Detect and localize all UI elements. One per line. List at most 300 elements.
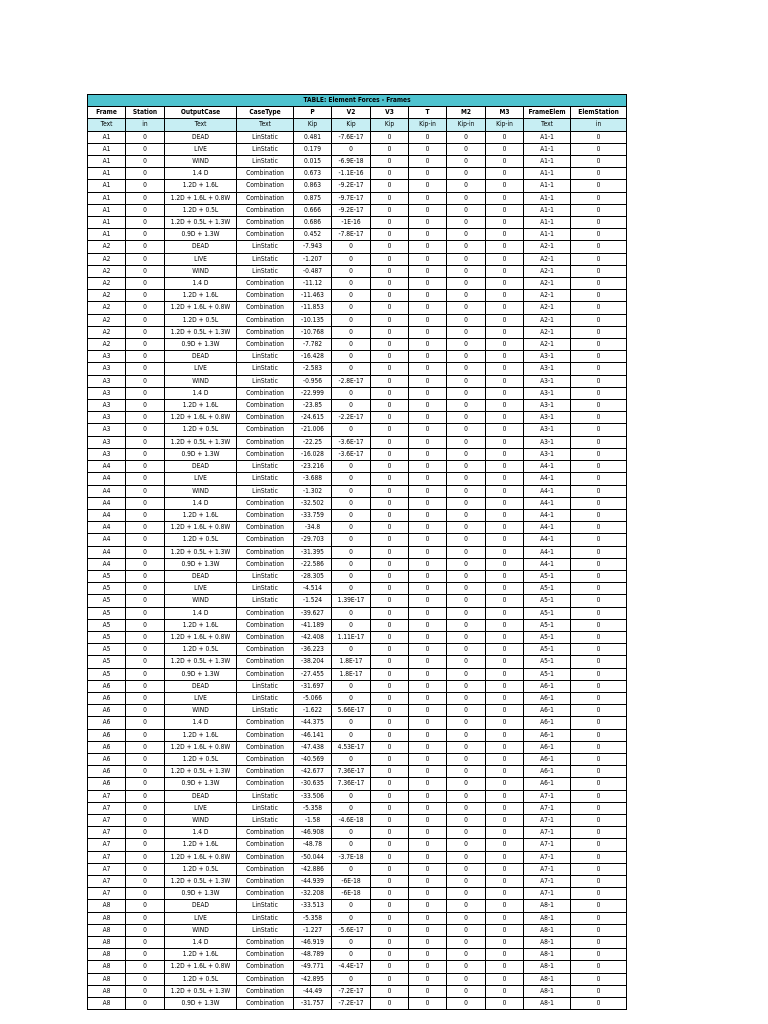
table-cell[interactable]: 0	[447, 302, 486, 314]
table-cell[interactable]: A2	[88, 302, 126, 314]
table-cell[interactable]: 0	[126, 192, 165, 204]
table-cell[interactable]: 0	[571, 156, 627, 168]
table-cell[interactable]: 0	[371, 522, 409, 534]
table-cell[interactable]: 0	[447, 253, 486, 265]
table-cell[interactable]: 0	[486, 985, 524, 997]
table-cell[interactable]: 0	[571, 546, 627, 558]
table-cell[interactable]: Combination	[237, 656, 294, 668]
table-cell[interactable]: A7	[88, 827, 126, 839]
table-cell[interactable]: 0	[409, 326, 447, 338]
table-cell[interactable]: 0	[409, 546, 447, 558]
table-cell[interactable]: -4.514	[294, 583, 332, 595]
table-cell[interactable]: 0	[571, 949, 627, 961]
table-cell[interactable]: 0	[447, 156, 486, 168]
table-cell[interactable]: -1.302	[294, 485, 332, 497]
table-cell[interactable]: -42.886	[294, 863, 332, 875]
table-cell[interactable]: Combination	[237, 204, 294, 216]
table-cell[interactable]: 0	[409, 888, 447, 900]
table-cell[interactable]: 0	[126, 766, 165, 778]
table-cell[interactable]: 0	[571, 400, 627, 412]
table-cell[interactable]: 0	[371, 583, 409, 595]
table-cell[interactable]: 0	[447, 143, 486, 155]
table-cell[interactable]: 0	[486, 595, 524, 607]
table-cell[interactable]: A3-1	[524, 387, 571, 399]
table-cell[interactable]: A2-1	[524, 339, 571, 351]
table-cell[interactable]: A4-1	[524, 558, 571, 570]
table-cell[interactable]: -1.227	[294, 924, 332, 936]
table-cell[interactable]: 0	[409, 790, 447, 802]
table-cell[interactable]: 0	[126, 607, 165, 619]
table-cell[interactable]: A6	[88, 766, 126, 778]
table-cell[interactable]: 0	[371, 156, 409, 168]
table-cell[interactable]: 0	[126, 485, 165, 497]
table-cell[interactable]: 0	[486, 888, 524, 900]
table-cell[interactable]: 0	[571, 985, 627, 997]
table-cell[interactable]: -46.141	[294, 729, 332, 741]
table-cell[interactable]: LinStatic	[237, 156, 294, 168]
table-cell[interactable]: 0	[332, 424, 371, 436]
table-cell[interactable]: 0	[409, 143, 447, 155]
table-cell[interactable]: 0	[571, 753, 627, 765]
table-cell[interactable]: 0	[486, 851, 524, 863]
table-cell[interactable]: 0	[571, 570, 627, 582]
table-cell[interactable]: -41.189	[294, 619, 332, 631]
table-cell[interactable]: 0	[409, 387, 447, 399]
table-cell[interactable]: A2	[88, 314, 126, 326]
column-header[interactable]: Station	[126, 107, 165, 119]
table-cell[interactable]: 0	[447, 180, 486, 192]
table-cell[interactable]: 0	[486, 827, 524, 839]
table-cell[interactable]: A1	[88, 168, 126, 180]
table-cell[interactable]: DEAD	[165, 241, 237, 253]
table-cell[interactable]: 0	[486, 302, 524, 314]
table-cell[interactable]: 0	[486, 290, 524, 302]
table-cell[interactable]: A7-1	[524, 814, 571, 826]
table-cell[interactable]: 0	[332, 753, 371, 765]
table-cell[interactable]: -42.895	[294, 973, 332, 985]
table-cell[interactable]: -22.586	[294, 558, 332, 570]
table-cell[interactable]: 0	[332, 717, 371, 729]
table-cell[interactable]: DEAD	[165, 461, 237, 473]
table-cell[interactable]: Combination	[237, 448, 294, 460]
table-cell[interactable]: 0	[409, 558, 447, 570]
table-cell[interactable]: 0	[371, 253, 409, 265]
table-cell[interactable]: 0	[371, 192, 409, 204]
table-cell[interactable]: 0	[126, 900, 165, 912]
table-cell[interactable]: A4	[88, 497, 126, 509]
table-cell[interactable]: 0	[571, 302, 627, 314]
table-cell[interactable]: 1.2D + 0.5L	[165, 534, 237, 546]
table-cell[interactable]: 0	[332, 339, 371, 351]
table-cell[interactable]: -11.12	[294, 278, 332, 290]
table-cell[interactable]: 0	[571, 705, 627, 717]
table-cell[interactable]: -9.2E-17	[332, 204, 371, 216]
table-cell[interactable]: A8	[88, 949, 126, 961]
table-cell[interactable]: 0	[371, 217, 409, 229]
table-cell[interactable]: A5	[88, 656, 126, 668]
table-cell[interactable]: 0	[486, 570, 524, 582]
table-cell[interactable]: A5	[88, 607, 126, 619]
table-cell[interactable]: 0	[371, 497, 409, 509]
table-cell[interactable]: -7.6E-17	[332, 131, 371, 143]
table-cell[interactable]: 0	[332, 692, 371, 704]
table-cell[interactable]: -0.956	[294, 375, 332, 387]
table-cell[interactable]: A2-1	[524, 265, 571, 277]
table-cell[interactable]: Combination	[237, 827, 294, 839]
table-cell[interactable]: WIND	[165, 485, 237, 497]
table-cell[interactable]: 0	[447, 595, 486, 607]
table-cell[interactable]: 0	[409, 436, 447, 448]
table-cell[interactable]: 0	[409, 937, 447, 949]
table-cell[interactable]: 0	[409, 400, 447, 412]
table-cell[interactable]: 0	[371, 985, 409, 997]
table-cell[interactable]: Combination	[237, 778, 294, 790]
table-cell[interactable]: 1.2D + 1.6L + 0.8W	[165, 741, 237, 753]
table-cell[interactable]: 0	[571, 278, 627, 290]
table-cell[interactable]: -5.6E-17	[332, 924, 371, 936]
table-cell[interactable]: 1.4 D	[165, 937, 237, 949]
table-cell[interactable]: WIND	[165, 924, 237, 936]
table-cell[interactable]: 0	[371, 180, 409, 192]
table-cell[interactable]: 0	[371, 705, 409, 717]
table-cell[interactable]: 1.2D + 0.5L + 1.3W	[165, 436, 237, 448]
table-cell[interactable]: 0	[486, 924, 524, 936]
table-cell[interactable]: Combination	[237, 509, 294, 521]
table-cell[interactable]: 0	[486, 192, 524, 204]
table-cell[interactable]: LIVE	[165, 692, 237, 704]
table-cell[interactable]: LinStatic	[237, 680, 294, 692]
table-cell[interactable]: -48.78	[294, 839, 332, 851]
table-cell[interactable]: 0	[447, 656, 486, 668]
table-cell[interactable]: A8	[88, 900, 126, 912]
table-cell[interactable]: 0	[332, 790, 371, 802]
table-cell[interactable]: A1-1	[524, 180, 571, 192]
table-cell[interactable]: A8	[88, 961, 126, 973]
table-cell[interactable]: A3	[88, 412, 126, 424]
table-cell[interactable]: 0	[447, 351, 486, 363]
table-cell[interactable]: DEAD	[165, 131, 237, 143]
table-cell[interactable]: 0	[571, 253, 627, 265]
table-cell[interactable]: A7	[88, 851, 126, 863]
table-cell[interactable]: 0	[332, 351, 371, 363]
table-cell[interactable]: A1-1	[524, 229, 571, 241]
table-cell[interactable]: 0	[571, 924, 627, 936]
table-cell[interactable]: 0	[409, 278, 447, 290]
table-cell[interactable]: 0	[126, 375, 165, 387]
table-cell[interactable]: A1-1	[524, 156, 571, 168]
table-cell[interactable]: A1	[88, 156, 126, 168]
table-cell[interactable]: 0	[486, 998, 524, 1010]
table-cell[interactable]: A5	[88, 644, 126, 656]
table-cell[interactable]: 0	[486, 534, 524, 546]
table-cell[interactable]: 0	[126, 949, 165, 961]
table-cell[interactable]: 1.2D + 1.6L	[165, 180, 237, 192]
table-cell[interactable]: 0	[409, 827, 447, 839]
table-cell[interactable]: 0	[409, 583, 447, 595]
table-cell[interactable]: -50.044	[294, 851, 332, 863]
table-cell[interactable]: A8	[88, 985, 126, 997]
table-cell[interactable]: WIND	[165, 375, 237, 387]
table-cell[interactable]: -1.207	[294, 253, 332, 265]
table-cell[interactable]: -31.757	[294, 998, 332, 1010]
table-cell[interactable]: Combination	[237, 644, 294, 656]
table-cell[interactable]: A1-1	[524, 168, 571, 180]
table-cell[interactable]: 0	[447, 339, 486, 351]
table-cell[interactable]: 0	[486, 656, 524, 668]
table-cell[interactable]: A8	[88, 924, 126, 936]
table-cell[interactable]: A3-1	[524, 436, 571, 448]
table-cell[interactable]: A2	[88, 326, 126, 338]
table-cell[interactable]: 0	[371, 631, 409, 643]
table-cell[interactable]: 1.2D + 0.5L + 1.3W	[165, 326, 237, 338]
table-cell[interactable]: 0	[409, 692, 447, 704]
table-cell[interactable]: 0	[409, 204, 447, 216]
table-cell[interactable]: 0	[486, 448, 524, 460]
table-cell[interactable]: -46.919	[294, 937, 332, 949]
table-cell[interactable]: A3	[88, 351, 126, 363]
table-cell[interactable]: A5-1	[524, 644, 571, 656]
table-cell[interactable]: 0	[571, 595, 627, 607]
table-cell[interactable]: 0.875	[294, 192, 332, 204]
table-cell[interactable]: A1-1	[524, 131, 571, 143]
table-cell[interactable]: 1.2D + 1.6L + 0.8W	[165, 522, 237, 534]
table-cell[interactable]: Combination	[237, 668, 294, 680]
table-cell[interactable]: -22.999	[294, 387, 332, 399]
table-cell[interactable]: 0	[126, 583, 165, 595]
table-cell[interactable]: 0	[571, 326, 627, 338]
table-cell[interactable]: 0	[571, 644, 627, 656]
table-cell[interactable]: Combination	[237, 839, 294, 851]
table-cell[interactable]: 0	[447, 473, 486, 485]
table-cell[interactable]: 0	[332, 546, 371, 558]
table-cell[interactable]: 0	[409, 644, 447, 656]
table-cell[interactable]: A1-1	[524, 143, 571, 155]
table-cell[interactable]: 0	[332, 644, 371, 656]
table-cell[interactable]: 0	[126, 644, 165, 656]
table-cell[interactable]: A4	[88, 558, 126, 570]
table-cell[interactable]: 0	[486, 912, 524, 924]
table-cell[interactable]: Combination	[237, 339, 294, 351]
table-cell[interactable]: 0	[126, 363, 165, 375]
table-cell[interactable]: 0	[447, 570, 486, 582]
table-cell[interactable]: 0	[571, 692, 627, 704]
table-cell[interactable]: 0	[371, 924, 409, 936]
table-cell[interactable]: 0	[409, 949, 447, 961]
table-cell[interactable]: 0	[409, 473, 447, 485]
table-cell[interactable]: -23.216	[294, 461, 332, 473]
table-cell[interactable]: 0	[486, 814, 524, 826]
table-cell[interactable]: 0	[371, 912, 409, 924]
table-cell[interactable]: 0	[126, 741, 165, 753]
table-cell[interactable]: 0	[126, 131, 165, 143]
table-cell[interactable]: A7	[88, 839, 126, 851]
table-cell[interactable]: 0	[571, 827, 627, 839]
table-cell[interactable]: -32.502	[294, 497, 332, 509]
table-cell[interactable]: 0	[332, 363, 371, 375]
table-cell[interactable]: 0	[447, 229, 486, 241]
table-cell[interactable]: LinStatic	[237, 363, 294, 375]
table-cell[interactable]: -11.463	[294, 290, 332, 302]
table-cell[interactable]: A8-1	[524, 924, 571, 936]
table-cell[interactable]: 0	[126, 619, 165, 631]
table-cell[interactable]: 0	[447, 619, 486, 631]
table-cell[interactable]: -16.028	[294, 448, 332, 460]
table-cell[interactable]: 0	[447, 631, 486, 643]
table-cell[interactable]: A5-1	[524, 583, 571, 595]
table-cell[interactable]: 0	[447, 387, 486, 399]
table-cell[interactable]: 0	[571, 351, 627, 363]
table-cell[interactable]: LinStatic	[237, 790, 294, 802]
table-cell[interactable]: 0	[447, 192, 486, 204]
table-cell[interactable]: 0	[371, 790, 409, 802]
table-cell[interactable]: 0	[409, 522, 447, 534]
table-cell[interactable]: 0	[571, 973, 627, 985]
table-cell[interactable]: 0	[332, 497, 371, 509]
table-cell[interactable]: 0	[447, 827, 486, 839]
table-cell[interactable]: A4	[88, 534, 126, 546]
table-cell[interactable]: -44.939	[294, 876, 332, 888]
table-cell[interactable]: 0	[332, 143, 371, 155]
table-cell[interactable]: A7	[88, 863, 126, 875]
table-cell[interactable]: A6-1	[524, 705, 571, 717]
table-cell[interactable]: 0	[409, 741, 447, 753]
table-cell[interactable]: 0	[447, 778, 486, 790]
table-cell[interactable]: -10.768	[294, 326, 332, 338]
table-cell[interactable]: 0	[571, 607, 627, 619]
table-cell[interactable]: 0.9D + 1.3W	[165, 339, 237, 351]
table-cell[interactable]: Combination	[237, 522, 294, 534]
table-cell[interactable]: Combination	[237, 424, 294, 436]
table-cell[interactable]: 0	[486, 424, 524, 436]
table-cell[interactable]: 0	[447, 485, 486, 497]
table-cell[interactable]: 0	[447, 558, 486, 570]
table-cell[interactable]: 0	[371, 656, 409, 668]
table-cell[interactable]: 0.9D + 1.3W	[165, 668, 237, 680]
table-cell[interactable]: A6	[88, 705, 126, 717]
table-cell[interactable]: 0	[571, 131, 627, 143]
table-cell[interactable]: 0	[371, 876, 409, 888]
table-cell[interactable]: Combination	[237, 229, 294, 241]
table-cell[interactable]: A1	[88, 229, 126, 241]
table-cell[interactable]: 0	[371, 558, 409, 570]
table-cell[interactable]: 0	[332, 302, 371, 314]
table-cell[interactable]: 0	[447, 814, 486, 826]
table-cell[interactable]: 0	[486, 326, 524, 338]
table-cell[interactable]: 0	[447, 973, 486, 985]
table-cell[interactable]: 1.4 D	[165, 387, 237, 399]
table-cell[interactable]: LinStatic	[237, 131, 294, 143]
table-cell[interactable]: 0	[486, 485, 524, 497]
table-cell[interactable]: 0	[447, 375, 486, 387]
table-cell[interactable]: A8	[88, 973, 126, 985]
table-cell[interactable]: -44.375	[294, 717, 332, 729]
table-cell[interactable]: 0.863	[294, 180, 332, 192]
table-cell[interactable]: A1	[88, 180, 126, 192]
table-cell[interactable]: 0	[447, 326, 486, 338]
table-cell[interactable]: A2-1	[524, 314, 571, 326]
table-cell[interactable]: 4.53E-17	[332, 741, 371, 753]
table-cell[interactable]: 0	[126, 717, 165, 729]
table-cell[interactable]: LinStatic	[237, 143, 294, 155]
table-cell[interactable]: 0	[447, 314, 486, 326]
table-cell[interactable]: 0	[371, 998, 409, 1010]
table-cell[interactable]: 0	[571, 339, 627, 351]
table-cell[interactable]: 0	[371, 619, 409, 631]
table-cell[interactable]: 0	[409, 607, 447, 619]
table-cell[interactable]: A2	[88, 278, 126, 290]
table-cell[interactable]: 0	[126, 204, 165, 216]
table-cell[interactable]: 0	[126, 937, 165, 949]
table-cell[interactable]: 0	[371, 290, 409, 302]
table-cell[interactable]: A2-1	[524, 326, 571, 338]
table-cell[interactable]: LinStatic	[237, 814, 294, 826]
table-cell[interactable]: 0	[571, 717, 627, 729]
table-cell[interactable]: 0	[571, 448, 627, 460]
table-cell[interactable]: 0	[409, 180, 447, 192]
table-cell[interactable]: 0	[371, 729, 409, 741]
table-cell[interactable]: 0	[371, 680, 409, 692]
table-cell[interactable]: -2.8E-17	[332, 375, 371, 387]
table-cell[interactable]: 0	[126, 778, 165, 790]
table-cell[interactable]: -3.688	[294, 473, 332, 485]
table-cell[interactable]: 0	[332, 583, 371, 595]
table-cell[interactable]: A1	[88, 131, 126, 143]
table-cell[interactable]: 1.4 D	[165, 168, 237, 180]
table-cell[interactable]: -31.697	[294, 680, 332, 692]
table-cell[interactable]: 0	[126, 326, 165, 338]
table-cell[interactable]: 1.2D + 1.6L	[165, 509, 237, 521]
table-cell[interactable]: A7-1	[524, 851, 571, 863]
table-cell[interactable]: A1	[88, 217, 126, 229]
table-cell[interactable]: 0	[126, 656, 165, 668]
table-cell[interactable]: 0	[126, 924, 165, 936]
table-cell[interactable]: 0	[486, 204, 524, 216]
table-cell[interactable]: 0	[371, 302, 409, 314]
table-cell[interactable]: 0	[126, 802, 165, 814]
table-cell[interactable]: A3	[88, 400, 126, 412]
table-cell[interactable]: 0	[332, 485, 371, 497]
table-cell[interactable]: 0.9D + 1.3W	[165, 558, 237, 570]
table-cell[interactable]: LinStatic	[237, 900, 294, 912]
table-cell[interactable]: 0	[447, 534, 486, 546]
table-cell[interactable]: Combination	[237, 436, 294, 448]
table-cell[interactable]: 0	[486, 229, 524, 241]
table-cell[interactable]: 0	[409, 448, 447, 460]
table-cell[interactable]: A2-1	[524, 253, 571, 265]
table-cell[interactable]: 1.2D + 0.5L	[165, 863, 237, 875]
table-cell[interactable]: A5	[88, 583, 126, 595]
table-cell[interactable]: 0	[332, 387, 371, 399]
table-cell[interactable]: 0	[571, 241, 627, 253]
table-cell[interactable]: 0	[371, 778, 409, 790]
table-cell[interactable]: A6	[88, 692, 126, 704]
table-cell[interactable]: 0	[571, 387, 627, 399]
table-cell[interactable]: -1E-16	[332, 217, 371, 229]
table-cell[interactable]: 0	[409, 339, 447, 351]
table-cell[interactable]: LinStatic	[237, 485, 294, 497]
table-cell[interactable]: 0	[126, 534, 165, 546]
table-cell[interactable]: 0	[571, 217, 627, 229]
table-cell[interactable]: -3.6E-17	[332, 448, 371, 460]
table-cell[interactable]: A7	[88, 876, 126, 888]
table-cell[interactable]: A7	[88, 790, 126, 802]
table-cell[interactable]: A5-1	[524, 668, 571, 680]
table-cell[interactable]: A5	[88, 631, 126, 643]
table-cell[interactable]: -7.8E-17	[332, 229, 371, 241]
table-cell[interactable]: A6	[88, 753, 126, 765]
table-cell[interactable]: 0	[409, 656, 447, 668]
table-cell[interactable]: LinStatic	[237, 351, 294, 363]
